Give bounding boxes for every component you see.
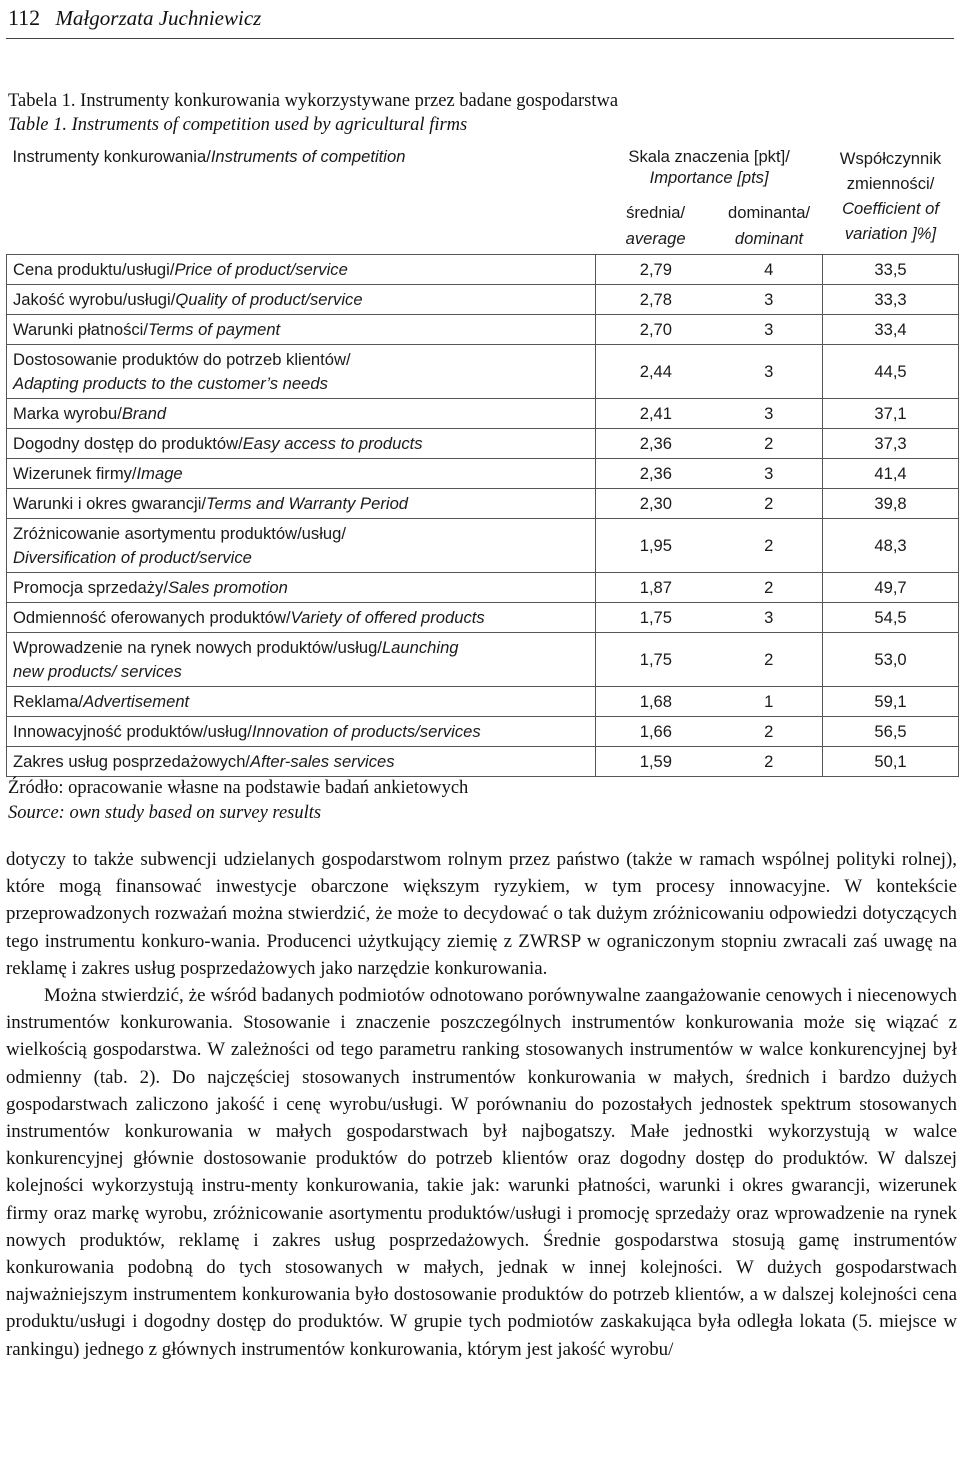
table-row [7,459,959,489]
row-cv: 54,5 [823,603,959,633]
row-cv: 33,4 [823,315,959,345]
running-author: Małgorzata Juchniewicz [55,6,262,30]
row-average: 2,78 [596,285,716,315]
row-average: 1,75 [596,603,716,633]
header-cv [823,142,959,255]
header-importance-en: Importance [pts] [649,168,769,187]
table-row [7,399,959,429]
row-instrument: Warunki i okres gwarancji/Terms and Warranty Period [7,489,596,519]
row-instrument: Warunki płatności/Terms of payment [7,315,596,345]
header-average [596,200,716,255]
row-cv: 44,5 [823,345,959,399]
row-average: 1,59 [596,747,716,777]
header-instrument-pl: Instrumenty konkurowania/ [12,147,211,166]
row-cv: 37,3 [823,429,959,459]
row-dominant: 3 [716,315,823,345]
row-average: 1,68 [596,687,716,717]
row-dominant: 3 [716,459,823,489]
header-cv-en-1: Coefficient of [842,199,939,218]
row-cv: 53,0 [823,633,959,687]
page-number: 112 [8,5,41,30]
paragraph-1: dotyczy to także subwencji udzielanych gospodarstwom rolnym przez państwo (także w ramach wspólnej polityki rolnej), które mogą finansować inwestycje obarczone większym ryzykiem, w tym procesy innowacyjne. W kontekście przeprowadzonych rozważań można stwierdzić, że może to decydować o tak dużym zróżnicowaniu odpowiedzi dotyczących tego instrumentu konkuro-wania. Producenci użytkujący ziemię z ZWRSP w ograniczonym stopniu zwracali zaś uwagę na reklamę i zakres usług posprzedażowych jako narzędzie konkurowania. [6,849,957,979]
running-header [8,0,261,36]
row-average: 2,41 [596,399,716,429]
row-dominant: 4 [716,255,823,285]
row-instrument: Jakość wyrobu/usługi/Quality of product/service [7,285,596,315]
header-instrument-en: Instruments of competition [210,147,406,166]
row-cv: 56,5 [823,717,959,747]
source-note-en: Source: own study based on survey results [8,803,322,823]
row-average: 1,87 [596,573,716,603]
row-instrument: Innowacyjność produktów/usług/Innovation of products/services [7,717,596,747]
row-cv: 37,1 [823,399,959,429]
row-average: 2,36 [596,459,716,489]
table-row [7,489,959,519]
header-importance [596,142,823,200]
row-dominant: 2 [716,573,823,603]
table-row [7,345,959,399]
competition-instruments-table [6,142,959,777]
header-dominant [716,200,823,255]
row-cv: 49,7 [823,573,959,603]
row-instrument: Reklama/Advertisement [7,687,596,717]
header-rule [6,38,954,39]
row-average: 1,75 [596,633,716,687]
source-note-pl: Źródło: opracowanie własne na podstawie badań ankietowych [8,778,469,798]
header-instrument [7,142,596,255]
row-instrument: Marka wyrobu/Brand [7,399,596,429]
row-instrument: Wizerunek firmy/Image [7,459,596,489]
paragraph-2: Można stwierdzić, że wśród badanych podmiotów odnotowano porównywalne zaangażowanie cenowych i niecenowych instrumentów konkurowania. Stosowanie i znaczenie poszczególnych instrumentów konkurowania może się wiązać z wielkością gospodarstwa. W zależności od tego parametru ranking stosowanych instrumentów w walce konkurencyjnej był odmienny (tab. 2). Do najczęściej stosowanych instrumentów konkurowania w małych, średnich i bardzo dużych gospodarstwach zaliczono jakość i cenę wyrobu/usługi. W porównaniu do pozostałych jednostek spektrum stosowanych instrumentów konkurowania w małych gospodarstwach był najbogatszy. Małe jednostki wykorzystują w walce konkurencyjnej głównie dostosowanie produktów do potrzeb klientów oraz dogodny dostęp do produktów. W dalszej kolejności wykorzystują instru-menty konkurowania, takie jak: warunki płatności, warunki i okres gwarancji, wizerunek firmy oraz markę wyrobu, zróżnicowanie asortymentu produktów/usługi i promocję sprzedaży oraz wprowadzenie na rynek nowych produktów, reklamę i zakres usług posprzedażowych. Średnie gospodarstwa stosują gamę instrumentów konkurowania podobną do tych stosowanych w małych, jednak w innej kolejności. W dużych gospodarstwach najważniejszym instrumentem konkurowania było dostosowanie produktów do potrzeb klientów, a w dalszej kolejności cena produktu/usługi i dogodny dostęp do produktów. W grupie tych podmiotów zaskakująca była odległa lokata (5. miejsce w rankingu) jednego z głównych instrumentów konkurowania, którym jest jakość wyrobu/ [6,985,957,1360]
row-average: 2,44 [596,345,716,399]
table-row [7,603,959,633]
row-instrument: Promocja sprzedaży/Sales promotion [7,573,596,603]
row-instrument: Dostosowanie produktów do potrzeb klientów/ Adapting products to the customer’s needs [7,345,596,399]
row-average: 2,30 [596,489,716,519]
header-dominant-pl: dominanta/ [727,203,811,222]
table-row [7,285,959,315]
table-row [7,315,959,345]
row-dominant: 2 [716,429,823,459]
row-cv: 33,3 [823,285,959,315]
row-dominant: 3 [716,345,823,399]
header-average-en: average [625,229,686,248]
row-instrument: Zróżnicowanie asortymentu produktów/usług/ Diversification of product/service [7,519,596,573]
row-dominant: 3 [716,399,823,429]
row-cv: 59,1 [823,687,959,717]
row-instrument: Odmienność oferowanych produktów/Variety of offered products [7,603,596,633]
table-row [7,255,959,285]
row-dominant: 2 [716,717,823,747]
row-average: 2,70 [596,315,716,345]
row-average: 2,36 [596,429,716,459]
header-cv-pl-2: zmienności/ [846,174,935,193]
row-average: 1,95 [596,519,716,573]
row-cv: 39,8 [823,489,959,519]
row-average: 2,79 [596,255,716,285]
table-caption-en: Table 1. Instruments of competition used by agricultural firms [8,115,468,135]
row-instrument: Dogodny dostęp do produktów/Easy access to products [7,429,596,459]
table-row [7,573,959,603]
row-instrument: Wprowadzenie na rynek nowych produktów/usług/Launching new products/ services [7,633,596,687]
body-text [6,846,957,1363]
row-dominant: 3 [716,603,823,633]
table-header-row-1 [7,142,959,200]
table-row [7,633,959,687]
row-dominant: 1 [716,687,823,717]
row-instrument: Cena produktu/usługi/Price of product/service [7,255,596,285]
row-cv: 50,1 [823,747,959,777]
table-row [7,687,959,717]
table-row [7,429,959,459]
header-importance-pl: Skala znaczenia [pkt]/ [628,147,790,166]
row-dominant: 2 [716,747,823,777]
table-row [7,717,959,747]
header-dominant-en: dominant [734,229,804,248]
row-cv: 48,3 [823,519,959,573]
row-cv: 41,4 [823,459,959,489]
row-cv: 33,5 [823,255,959,285]
header-cv-en-2: variation ]%] [844,224,937,243]
table-row [7,519,959,573]
table-row [7,747,959,777]
row-dominant: 2 [716,519,823,573]
row-dominant: 3 [716,285,823,315]
table-caption-pl: Tabela 1. Instrumenty konkurowania wykorzystywane przez badane gospodarstwa [8,91,619,111]
header-cv-pl-1: Współczynnik [839,149,942,168]
header-average-pl: średnia/ [626,203,686,222]
row-dominant: 2 [716,633,823,687]
row-dominant: 2 [716,489,823,519]
row-average: 1,66 [596,717,716,747]
row-instrument: Zakres usług posprzedażowych/After-sales services [7,747,596,777]
